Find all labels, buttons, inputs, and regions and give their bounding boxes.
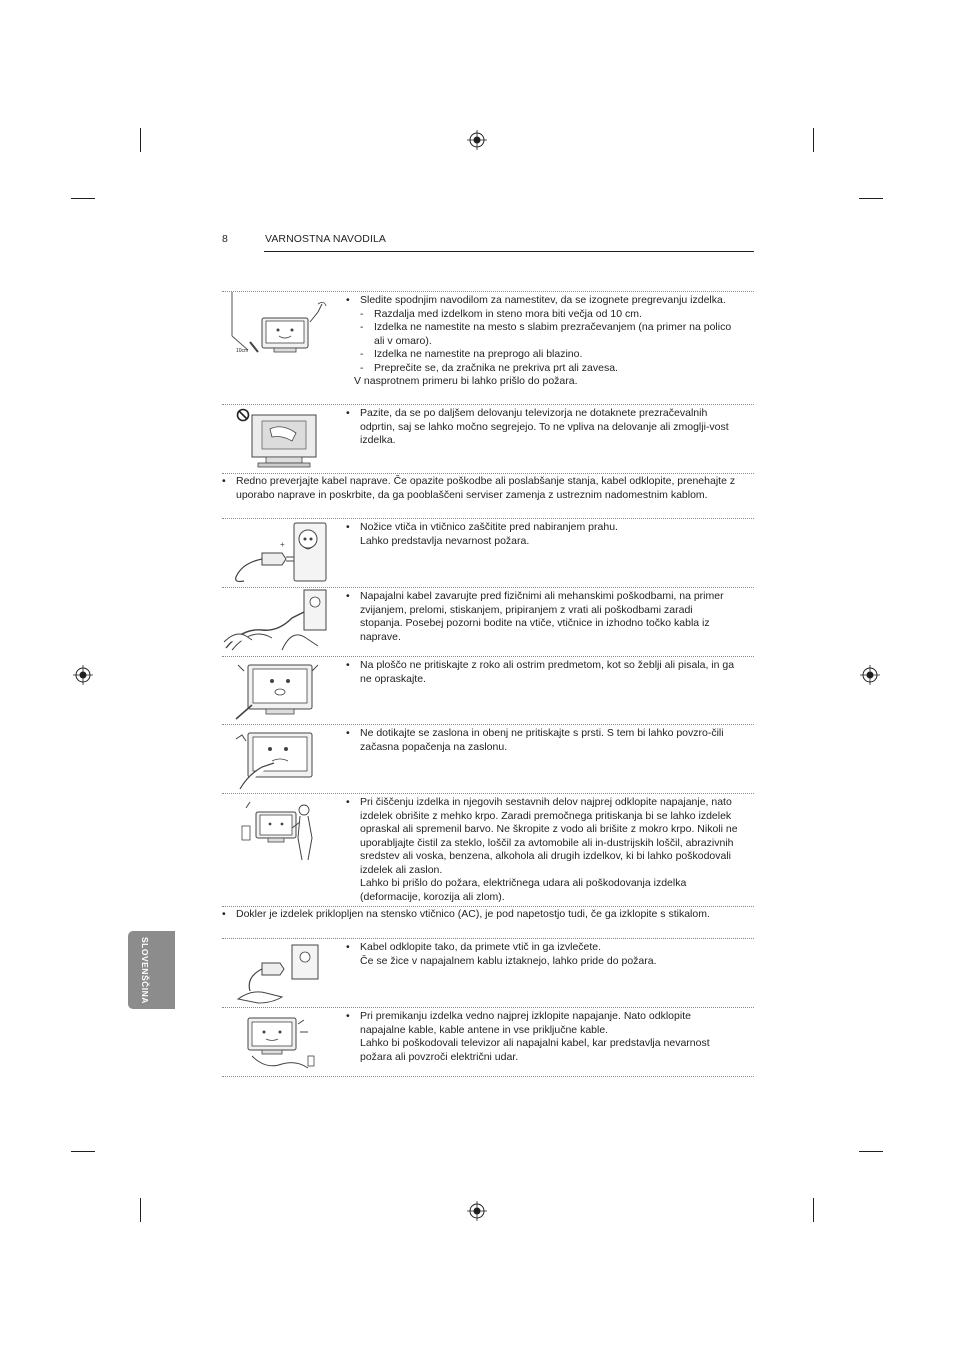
note-text: Če se žice v napajalnem kablu iztaknejo, lahko pride do požara. (360, 954, 657, 967)
safety-item-cleaning (222, 794, 754, 906)
tv-back-vents-illustration (222, 407, 322, 471)
safety-item-plug-dust (222, 519, 754, 587)
unplug-hand-illustration (222, 941, 334, 1005)
safety-item-moving (222, 1008, 754, 1076)
item-text: • Redno preverjajte kabel naprave. Če opazite poškodbe ali poslabšanje stanja, kabel odklopite, prenehajte z uporabo naprave in poskrbite, da ga pooblaščeni serviser zamenja z ustreznim nadomestnim kablom. (222, 475, 736, 501)
note-text: V nasprotnem primeru bi lahko prišlo do požara. (354, 375, 578, 387)
crop-mark (71, 1151, 95, 1152)
sub-item: Izdelka ne namestite na mesto s slabim prezračevanjem (na primer na polico ali v omaro). (374, 321, 732, 347)
row-divider (222, 1076, 754, 1077)
bullet-text: Sledite spodnjim navodilom za namestitev, da se izognete pregrevanju izdelka. (360, 294, 726, 306)
tv-pen-scratch-illustration (222, 659, 334, 723)
language-label: SLOVENŠČINA (140, 937, 150, 1004)
note-text: Lahko bi prišlo do požara, električnega udara ali poškodovanja izdelka (deformacije, korozija ali zlom). (360, 877, 687, 903)
bullet-text: Pazite, da se po daljšem delovanju televizorja ne dotaknete prezračevalnih odprtin, saj se lahko močno segrejejo. To ne vpliva na delovanje ali zmoglji-vost izdelka. (360, 407, 729, 446)
bullet-text: Kabel odklopite tako, da primete vtič in ga izvlečete. (360, 941, 602, 953)
sub-item: Razdalja med izdelkom in steno mora biti večja od 10 cm. (374, 307, 642, 320)
registration-mark-icon (73, 665, 93, 685)
safety-item-cable-damage (222, 588, 754, 656)
sub-item: Preprečite se, da zračnika ne prekriva prt ali zavesa. (374, 361, 618, 374)
bullet-text: Redno preverjajte kabel naprave. Če opazite poškodbe ali poslabšanje stanja, kabel odklopite, prenehajte z uporabo naprave in poskrbite, da ga pooblaščeni serviser zamenja z ustreznim nadomestnim kablom. (236, 475, 736, 501)
crop-mark (859, 1151, 883, 1152)
item-text: • Ne dotikajte se zaslona in obenj ne pritiskajte s prsti. S tem bi lahko povzro-čili začasna popačenja na zaslonu. (346, 727, 724, 753)
svg-text:+: + (280, 540, 285, 549)
language-side-tab (128, 931, 175, 1009)
cable-twist-illustration (222, 588, 334, 656)
note-text: Lahko predstavlja nevarnost požara. (360, 534, 530, 547)
tv-disconnect-cables-illustration (222, 1010, 334, 1074)
item-text: • Nožice vtiča in vtičnico zaščitite pred nabiranjem prahu. Lahko predstavlja nevarnost požara. (346, 521, 738, 548)
bullet-text: Nožice vtiča in vtičnico zaščitite pred nabiranjem prahu. (360, 521, 618, 533)
header-rule (264, 251, 754, 252)
safety-item-ventilation (222, 292, 754, 404)
distance-label: 10cm (236, 348, 249, 354)
cleaning-tv-illustration (222, 798, 334, 866)
finger-screen-illustration (222, 727, 334, 791)
item-text: • Napajalni kabel zavarujte pred fizičnimi ali mehanskimi poškodbami, na primer zvijanjem, prelomi, stiskanjem, pripiranjem z vrati ali poškodbami zaradi stopanja. Posebej pozorni bodite na vtiče, vtičnice in izhodno točko kabla iz naprave. (346, 590, 724, 643)
crop-mark (859, 198, 883, 199)
bullet-text: Napajalni kabel zavarujte pred fizičnimi ali mehanskimi poškodbami, na primer zvijanjem, prelomi, stiskanjem, pripiranjem z vrati ali poškodbami zaradi stopanja. Posebej pozorni bodite na vtiče, vtičnice in izhodno točko kabla iz naprave. (360, 590, 724, 643)
crop-mark (71, 198, 95, 199)
safety-item-screen-touch (222, 725, 754, 793)
crop-mark (813, 1198, 814, 1222)
safety-item-unplug (222, 939, 754, 1007)
bullet-text: Pri premikanju izdelka vedno najprej izklopite napajanje. Nato odklopite napajalne kable, kable antene in vse priključne kable. (360, 1010, 691, 1036)
safety-item-ac-power (222, 907, 754, 938)
crop-mark (140, 1198, 141, 1222)
bullet-text: Dokler je izdelek priklopljen na stensko vtičnico (AC), je pod napetostjo tudi, če ga izklopite s stikalom. (236, 908, 710, 920)
sub-item: Izdelka ne namestite na preprogo ali blazino. (374, 348, 583, 360)
crop-mark (140, 128, 141, 152)
note-text: Lahko bi poškodovali televizor ali napajalni kabel, kar predstavlja nevarnost požara ali povzroči električni udar. (360, 1037, 710, 1063)
tv-wall-distance-illustration (222, 292, 334, 362)
crop-mark (813, 128, 814, 152)
safety-item-hot-vents (222, 405, 754, 473)
registration-mark-icon (467, 130, 487, 150)
item-text: • Na ploščo ne pritiskajte z roko ali ostrim predmetom, kot so žeblji ali pisala, in ga ne opraskajte. (346, 659, 735, 685)
item-text: • Sledite spodnjim navodilom za namestitev, da se izognete pregrevanju izdelka. - Razdalja med izdelkom in steno mora biti večja od 10 cm. - Izdelka ne namestite na mesto s slabim prezračevanjem (na primer na polico ali v omaro). - Izdelka ne namestite na preprogo ali blazino. - Preprečite se, da zračnika ne prekriva prt ali zavesa. V nasprotnem primeru bi lahko prišlo do požara. (346, 294, 738, 389)
bullet-text: Pri čiščenju izdelka in njegovih sestavnih delov najprej odklopite napajanje, nato izdelek obrišite z mehko krpo. Zaradi premočnega pritiskanja bi se lahko izdelek opraskal ali spremenil barvo. Ne škropite z vodo ali brišite z mokro krpo. Nikoli ne uporabljajte čistil za steklo, loščil za avtomobile ali in-dustrijskih loščil, abrazivnih sredstev ali voska, benzena, alkohola ali drugih izdelkov, ki bi lahko poškodovali izdelek ali zaslon. (360, 796, 738, 876)
item-text: • Pri čiščenju izdelka in njegovih sestavnih delov najprej odklopite napajanje, nato izdelek obrišite z mehko krpo. Zaradi premočnega pritiskanja bi se lahko izdelek opraskal ali spremenil barvo. Ne škropite z vodo ali brišite z mokro krpo. Nikoli ne uporabljajte čistil za steklo, loščil za avtomobile ali in-dustrijskih loščil, abrazivnih sredstev ali voska, benzena, alkohola ali drugih izdelkov, ki bi lahko poškodovali izdelek ali zaslon. Lahko bi prišlo do požara, električnega udara ali poškodovanja izdelka (deformacije, korozija ali zlom). (346, 796, 738, 903)
item-text: • Pazite, da se po daljšem delovanju televizorja ne dotaknete prezračevalnih odprtin, saj se lahko močno segrejejo. To ne vpliva na delovanje ali zmoglji-vost izdelka. (346, 407, 729, 446)
registration-mark-icon (860, 665, 880, 685)
plug-outlet-illustration (222, 519, 334, 587)
page-number: 8 (222, 233, 228, 245)
item-text: • Pri premikanju izdelka vedno najprej izklopite napajanje. Nato odklopite napajalne kable, kable antene in vse priključne kable. Lahko bi poškodovali televizor ali napajalni kabel, kar predstavlja nevarnost požara ali povzroči električni udar. (346, 1010, 738, 1064)
section-title: VARNOSTNA NAVODILA (265, 233, 387, 245)
safety-item-cable-check (222, 474, 754, 518)
bullet-text: Ne dotikajte se zaslona in obenj ne pritiskajte s prsti. S tem bi lahko povzro-čili začasna popačenja na zaslonu. (360, 727, 724, 753)
item-text: • Kabel odklopite tako, da primete vtič in ga izvlečete. Če se žice v napajalnem kablu iztaknejo, lahko pride do požara. (346, 941, 738, 968)
item-text: • Dokler je izdelek priklopljen na stensko vtičnico (AC), je pod napetostjo tudi, če ga izklopite s stikalom. (222, 908, 710, 920)
registration-mark-icon (467, 1201, 487, 1221)
safety-item-panel-scratch (222, 657, 754, 724)
bullet-text: Na ploščo ne pritiskajte z roko ali ostrim predmetom, kot so žeblji ali pisala, in ga ne opraskajte. (360, 659, 735, 685)
